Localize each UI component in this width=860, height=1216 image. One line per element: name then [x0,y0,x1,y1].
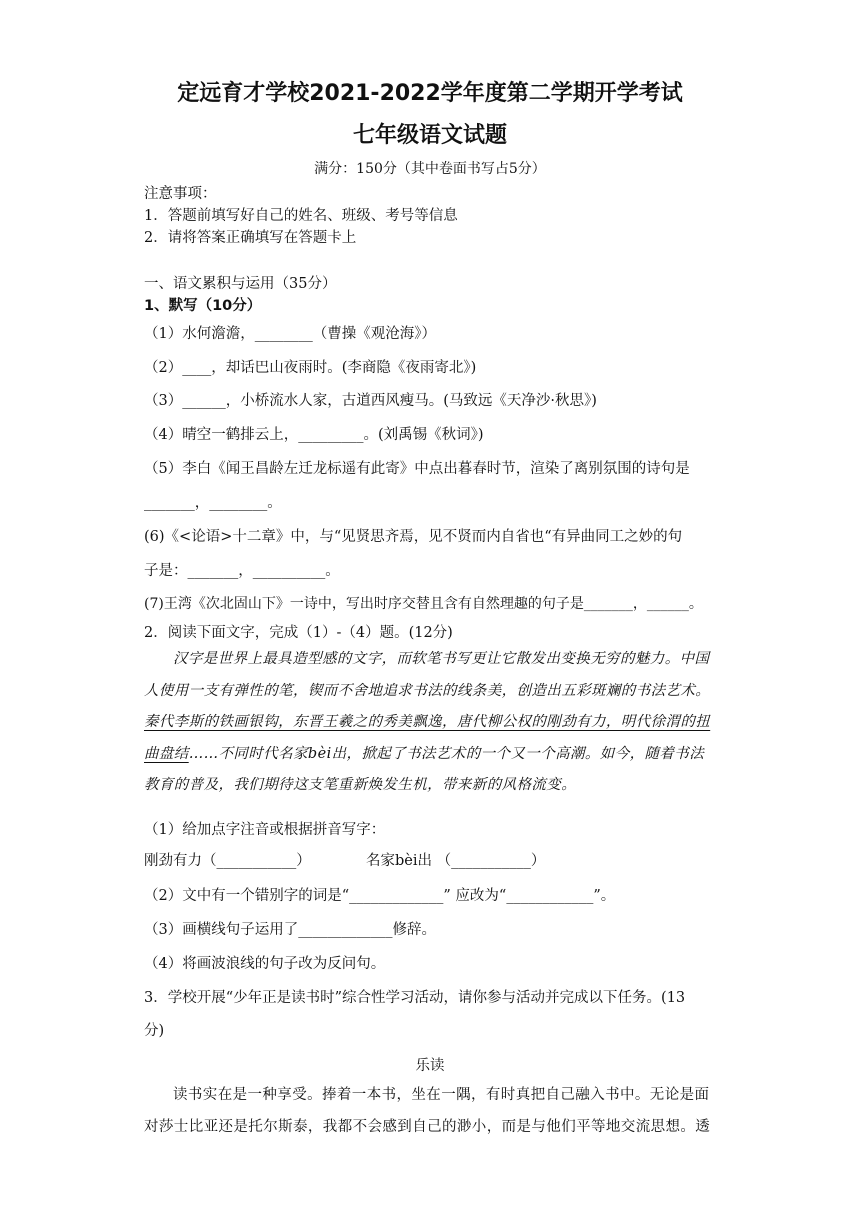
question-1-heading: 1、默写（10分） [144,298,262,314]
q2-passage [144,644,716,802]
q3-passage-title: 乐读 [415,1058,445,1074]
exam-subtitle: 七年级语文试题 [352,123,507,148]
notes-heading: 注意事项： [144,186,217,202]
question-2-heading: 2．阅读下面文字，完成（1）-（4）题。(12分) [144,625,453,641]
q1-item: （2）____，却话巴山夜雨时。(李商隐《夜雨寄北》) [144,360,477,376]
q2-subquestion-3: （3）画横线句子运用了_____________修辞。 [144,922,436,938]
q3-passage [144,1080,716,1143]
q1-item: （3）______，小桥流水人家，古道西风瘦马。(马致远《天净沙·秋思》) [144,393,597,409]
score-note: 满分：150分（其中卷面书写占5分） [314,161,546,177]
q2-subquestion-1a: 刚劲有力（___________） [144,853,311,869]
passage-text: ……不同时代名家bèi出，掀起了书法艺术的一个又一个高潮。如今，随着书法教育的普及，我们期待这支笔重新焕发生机，带来新的风格流变。 [144,745,705,793]
q2-subquestion-4: （4）将画波浪线的句子改为反问句。 [144,956,386,972]
question-3-heading-cont: 分) [144,1023,165,1039]
q1-item: 子是：_______，__________。 [144,563,340,579]
passage-text: 汉字是世界上最具造型感的文字，而软笔书写更让它散发出变换无穷的魅力。中国人使用一支有弹性的笔，锲而不舍地追求书法的线条美，创造出五彩斑斓的书法艺术。 [144,651,711,699]
exam-title: 定远育才学校2021-2022学年度第二学期开学考试 [177,81,683,106]
q2-subquestion-2: （2）文中有一个错别字的词是“_____________” 应改为“____________”。 [144,888,616,904]
q1-item: _______，________。 [144,495,282,511]
q3-passage-text: 读书实在是一种享受。捧着一本书，坐在一隅，有时真把自己融入书中。无论是面对莎士比亚还是托尔斯泰，我都不会感到自己的渺小，而是与他们平等地交流思想。透 [144,1087,711,1135]
q1-item: (7)王湾《次北固山下》一诗中，写出时序交替且含有自然理趣的句子是_______，______。 [144,596,703,612]
passage-underlined-sentence: 秦代李斯的铁画银钩，东晋王羲之的秀美飘逸，唐代柳公权的刚劲有力，明代徐渭的扭曲盘结 [144,714,711,762]
q2-subquestion-1b: 名家bèi出 （___________） [366,853,546,869]
notes-item-1: 1．答题前填写好自己的姓名、班级、考号等信息 [144,208,458,224]
q1-item: （5）李白《闻王昌龄左迁龙标遥有此寄》中点出暮春时节，渲染了离别氛围的诗句是 [144,461,690,477]
q1-item: (6)《<论语>十二章》中，与“见贤思齐焉，见不贤而内自省也“有异曲同工之妙的句 [144,529,683,545]
q1-item: （1）水何澹澹，________（曹操《观沧海》） [144,326,436,342]
notes-item-2: 2．请将答案正确填写在答题卡上 [144,230,357,246]
section-1-heading: 一、语文累积与运用（35分） [144,276,337,292]
q1-item: （4）晴空一鹤排云上，_________。(刘禹锡《秋词》) [144,427,484,443]
question-3-heading: 3．学校开展“少年正是读书时”综合性学习活动，请你参与活动并完成以下任务。(13 [144,990,686,1006]
q2-subquestion-1: （1）给加点字注音或根据拼音写字： [144,822,386,838]
